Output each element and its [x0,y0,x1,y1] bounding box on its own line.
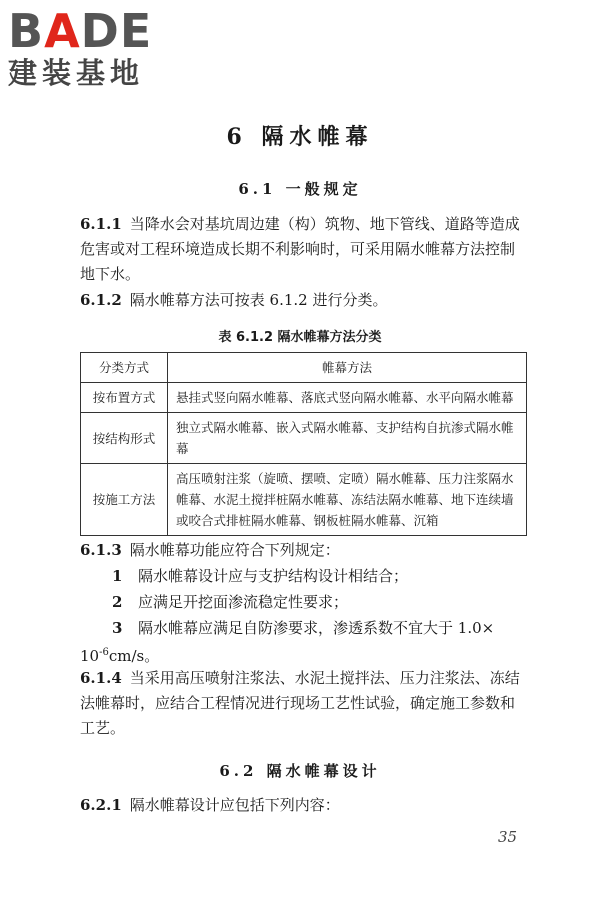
table-row [81,464,527,536]
clause-6-1-4 [80,666,526,741]
unit-text: cm/s。 [108,647,160,665]
row-methods: 独立式隔水帷幕、嵌入式隔水帷幕、支护结构自抗渗式隔水帷幕 [168,413,527,464]
clause-6-1-2 [80,288,526,313]
row-category: 按施工方法 [81,464,168,536]
clause-6-1-1 [80,212,526,287]
item-number: 3 [112,619,123,637]
classification-table [80,352,527,536]
section-heading-6-1: 6.1 一般规定 [238,180,362,198]
list-item [80,616,526,641]
table-title: 表 6.1.2 隔水帷幕方法分类 [218,330,382,345]
logo-wordmark: BADE [8,4,153,58]
table-header-row [81,353,527,383]
section-heading-6-2: 6.2 隔水帷幕设计 [219,762,381,780]
list-item [80,590,526,615]
row-category: 按结构形式 [81,413,168,464]
power-base: 10 [80,647,100,665]
clause-6-2-1 [80,793,526,818]
clause-number: 6.1.1 [80,215,122,233]
logo-accent-letter: A [44,4,81,58]
row-methods: 悬挂式竖向隔水帷幕、落底式竖向隔水帷幕、水平向隔水帷幕 [168,383,527,413]
clause-text: 隔水帷幕设计应包括下列内容： [129,796,340,814]
item-number: 2 [112,593,123,611]
item-3-continuation [80,640,526,669]
list-item [80,564,526,589]
clause-6-1-3 [80,538,526,563]
clause-number: 6.2.1 [80,796,122,814]
clause-number: 6.1.2 [80,291,122,309]
clause-number: 6.1.3 [80,541,122,559]
table-row [81,413,527,464]
clause-text: 隔水帷幕功能应符合下列规定： [129,541,340,559]
header-category: 分类方式 [81,353,168,383]
item-text: 隔水帷幕应满足自防渗要求，渗透系数不宜大于 1.0× [138,619,495,637]
clause-number: 6.1.4 [80,669,122,687]
row-category: 按布置方式 [81,383,168,413]
logo-subtitle: 建装基地 [8,56,145,90]
row-methods: 高压喷射注浆（旋喷、摆喷、定喷）隔水帷幕、压力注浆隔水帷幕、水泥土搅拌桩隔水帷幕、冻结法隔水帷幕、地下连续墙或咬合式排桩隔水帷幕、钢板桩隔水帷幕、沉箱 [168,464,527,536]
item-text: 应满足开挖面渗流稳定性要求； [138,593,349,611]
clause-text: 当采用高压喷射注浆法、水泥土搅拌法、压力注浆法、冻结法帷幕时，应结合工程情况进行现场工艺性试验，确定施工参数和工艺。 [80,669,520,737]
clause-text: 当降水会对基坑周边建（构）筑物、地下管线、道路等造成危害或对工程环境造成长期不利影响时，可采用隔水帷幕方法控制地下水。 [80,215,520,283]
page-number: 35 [498,828,518,846]
item-text: 隔水帷幕设计应与支护结构设计相结合； [138,567,409,585]
clause-text: 隔水帷幕方法可按表 6.1.2 进行分类。 [129,291,388,309]
table-row [81,383,527,413]
logo [8,6,178,92]
chapter-title: 6 隔水帷幕 [226,124,374,150]
header-method: 帷幕方法 [168,353,527,383]
power-exponent: -6 [99,647,109,658]
item-number: 1 [112,567,123,585]
